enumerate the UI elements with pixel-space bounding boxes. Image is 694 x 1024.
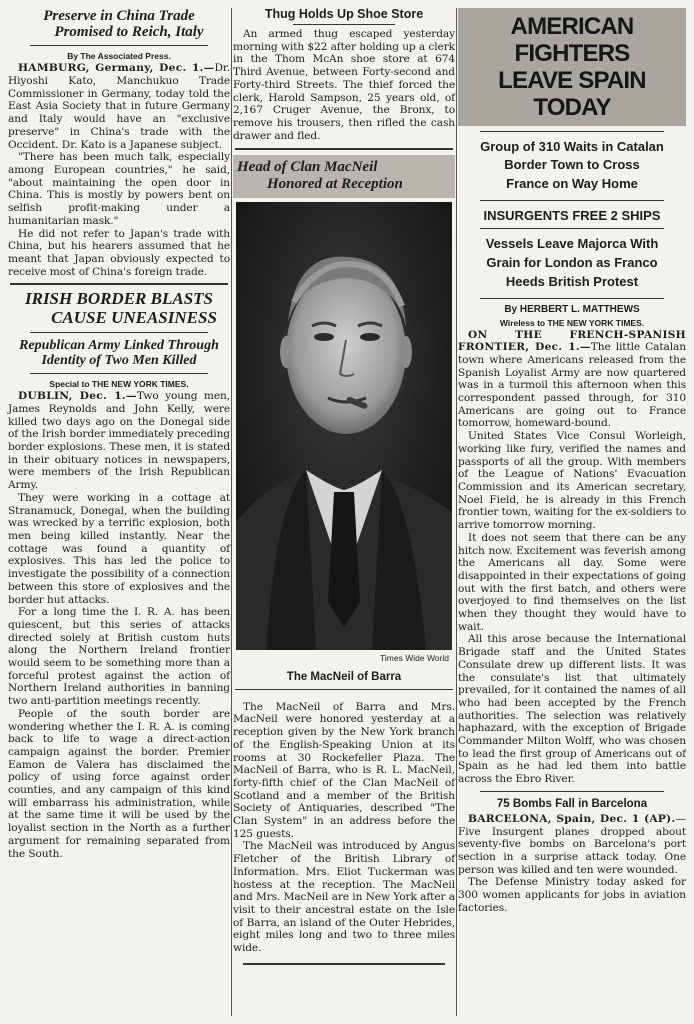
- paragraph: They were working in a cottage at Stranamuck, Donegal, when the building was wrecked by a terrific explosion, both men being killed instantly. Near the cottage was found a quantity of explosives. This has led the police to investigate the possibility of a connection between this store of explosives and the border hut attacks.: [8, 491, 230, 606]
- paragraph: The MacNeil was introduced by Angus Fletcher of the British Library of Information. Mrs. Eliot Tuckerman was hostess at the reception. The MacNeil and Mrs. MacNeil are in New York after a visit to their ancestral estate on the Isle of Barra, an island of the Outer Hebrides, eight miles long and two to three miles wide.: [233, 840, 455, 955]
- column-divider: [456, 8, 457, 1016]
- headline-line: Head of Clan MacNeil: [237, 159, 378, 176]
- deck-line: Heeds British Protest: [505, 273, 639, 289]
- rule: [480, 131, 664, 132]
- paragraph: United States Vice Consul Worleigh, working like fury, verified the names and passports of all the group. With members of the League of Nations' Evacuation Commission and its American secretary, Noel Field, he is already in this French frontier town, waiting for the ex-soldiers to arrive tomorrow morning.: [458, 430, 686, 532]
- headline-line: IRISH BORDER BLASTS: [24, 289, 213, 309]
- paragraph: People of the south border are wondering whether the I. R. A. is coming back to life to wage a direct-action campaign against the border. Premier Eamon de Valera has disclaimed the policy of using force against order counties, and any campaign of this kind will embarrass his administration, while at the same time it will be used by the loyalist section in the North as a further argument for remaining separated from the South.: [8, 707, 230, 860]
- rule: [480, 791, 664, 792]
- paragraph: The Defense Ministry today asked for 300 women applicants for jobs in aviation factories.: [458, 876, 686, 914]
- rule: [30, 332, 208, 333]
- shoe-store-article: [233, 0, 455, 142]
- rule: [243, 963, 445, 965]
- paragraph: Dr. Hiyoshi Kato, Manchukuo Trade Commissioner in Germany, today told the East Asia Society that in future Germany and Italy would have an "exclusive preserve" in China's trade with the Occident. Dr. Kato is a Japanese subject.: [8, 62, 230, 151]
- macneil-article: [233, 155, 455, 964]
- column-divider: [231, 8, 232, 1016]
- portrait-photo: [236, 202, 452, 650]
- banner-headline: [458, 8, 686, 126]
- wire-credit: By The Associated Press.: [67, 51, 171, 62]
- article-subheadline: 75 Bombs Fall in Barcelona: [496, 797, 648, 810]
- deck-line: Border Town to Cross: [504, 157, 640, 173]
- wire-credit: Wireless to THE NEW YORK TIMES.: [499, 317, 645, 328]
- paragraph: Two young men, James Reynolds and John Kelly, were killed two days ago on the Donegal side of the Irish border immediately preceding border explosions. These men, it is stated in their obituary notices in newspapers, were members of the Irish Republican Army.: [8, 390, 231, 492]
- dateline: HAMBURG, Germany, Dec. 1.—: [18, 62, 215, 75]
- paragraph: —Five Insurgent planes dropped about seventy-five bombs on Barcelona's port section in a surprise attack today. One person was killed and ten were wounded.: [458, 812, 686, 876]
- article-headline: [8, 290, 230, 327]
- deck-line: Republican Army Linked Through: [19, 338, 219, 354]
- byline: By HERBERT L. MATTHEWS: [504, 303, 640, 315]
- deck-line: Grain for London as Franco: [486, 254, 658, 270]
- rule: [480, 228, 664, 229]
- photo-caption: The MacNeil of Barra: [286, 670, 402, 683]
- headline-line: CAUSE UNEASINESS: [51, 307, 217, 327]
- paragraph: For a long time the I. R. A. has been quiescent, but this series of attacks directed solely at British custom huts along the Northern Ireland frontier would seem to be something more than a forceful protest against the action of Northern Ireland authorities in banning two anti-partition meetings recently.: [8, 606, 230, 708]
- deck-line: Identity of Two Men Killed: [41, 353, 197, 369]
- article-headline: [237, 159, 451, 191]
- paragraph: It does not seem that there can be any hitch now. Excitement was feverish among the Americans all day. Some were disappointed in their expectations of going out with the first batch, and others were overjoyed to find themselves on the list when they thought they would have to wait.: [458, 531, 686, 633]
- rule: [30, 45, 208, 46]
- irish-border-article: [8, 290, 230, 860]
- article-deck: [460, 138, 684, 195]
- rule: [235, 148, 453, 150]
- paragraph: An armed thug escaped yesterday morning with $22 after holding up a clerk in the Thom McAn shoe store at 674 Third Avenue, between Forty-second and Forty-third Streets. The thief forced the clerk, Harold Sampson, 25 years old, of 2,167 Cruger Avenue, the Bronx, to remove his trousers, then rifled the cash drawer and fled.: [233, 28, 455, 142]
- banner-line: LEAVE SPAIN TODAY: [498, 66, 646, 121]
- photo-credit: Times Wide World: [380, 652, 449, 663]
- paragraph: The MacNeil of Barra and Mrs. MacNeil were honored yesterday at a reception given by the New York branch of the English-Speaking Union at its rooms at 30 Rockefeller Plaza. The MacNeil of Barra, who is R. L. MacNeil, forty-fifth chief of the Clan MacNeil of Scotland and a member of the British Society of Antiquaries, described "The Clan System" in an address before the 125 guests.: [233, 700, 455, 840]
- dateline: DUBLIN, Dec. 1.—: [18, 390, 137, 403]
- deck-line: Vessels Leave Majorca With: [485, 236, 659, 252]
- dateline: ON THE FRENCH-SPANISH FRONTIER, Dec. 1.—: [458, 328, 686, 354]
- dateline: BARCELONA, Spain, Dec. 1 (AP).: [468, 812, 676, 825]
- paragraph: The little Catalan town where Americans released from the Spanish Loyalist Army are now quartered was in a turmoil this afternoon when this correspondent passed through, for 310 Americans are going out to France tomorrow, homeward-bound.: [458, 341, 686, 430]
- deck-line: Group of 310 Waits in Catalan: [480, 138, 664, 154]
- banner-line: AMERICAN FIGHTERS: [510, 13, 634, 67]
- china-trade-article: [8, 0, 230, 278]
- deck-line: France on Way Home: [506, 176, 638, 192]
- column-2: [233, 0, 455, 965]
- article-deck: INSURGENTS FREE 2 SHIPS: [483, 208, 661, 224]
- headline-line: Preserve in China Trade: [43, 8, 195, 24]
- article-deck: [8, 338, 230, 368]
- rule: [480, 200, 664, 201]
- article-headline-block: [233, 155, 455, 197]
- article-deck: [460, 235, 684, 292]
- article-headline: [8, 8, 230, 40]
- headline-line: Promised to Reich, Italy: [54, 24, 204, 41]
- rule: [293, 24, 395, 25]
- paragraph: All this arose because the International Brigade staff and the United States Consulate drew up different lists. It was the consulate's list that ultimately prevailed, for it contained the names of all who had been accepted by the French authorities. The selection was relatively haphazard, with the exception of Brigade Commander Milton Wolff, who was chosen to lead the first group of Americans out of Spain as he had led them into battle across the Ebro River.: [458, 633, 686, 786]
- paragraph: He did not refer to Japan's trade with China, but his hearers assumed that he meant that Japan obviously expected to receive most of China's foreign trade.: [8, 227, 230, 278]
- column-1: [8, 0, 230, 860]
- rule: [235, 689, 453, 690]
- article-headline: Thug Holds Up Shoe Store: [264, 7, 424, 21]
- rule: [480, 298, 664, 299]
- rule: [30, 373, 208, 374]
- headline-line: Honored at Reception: [267, 175, 403, 192]
- column-3: [458, 0, 686, 915]
- portrait-illustration: [236, 202, 452, 650]
- paragraph: "There has been much talk, especially among European countries," he said, "about maintaining the open door in China. This is mostly by powers bent on selfish profit-making under a humanitarian mask.": [8, 151, 230, 227]
- rule: [10, 283, 228, 285]
- wire-credit: Special to THE NEW YORK TIMES.: [49, 379, 189, 390]
